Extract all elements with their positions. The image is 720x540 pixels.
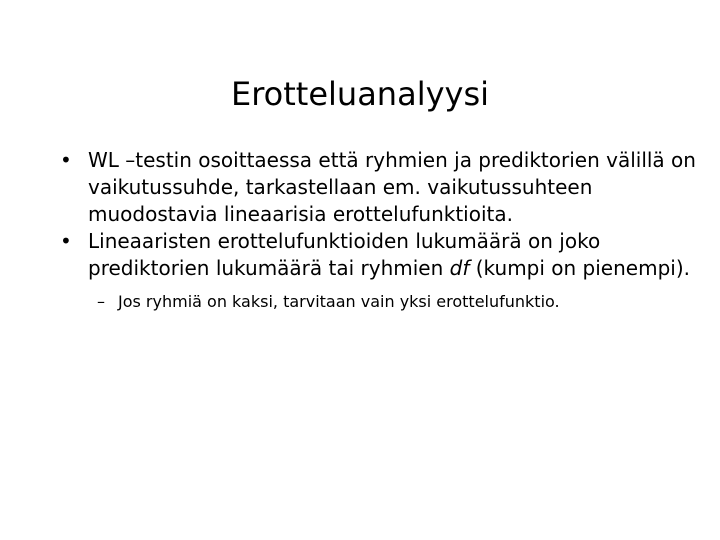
bullet-text-italic: df xyxy=(449,256,470,280)
sub-bullet-item xyxy=(88,291,696,313)
bullet-marker: • xyxy=(60,229,72,253)
bullet-text: WL –testin osoittaessa että ryhmien ja prediktorien välillä on vaikutussuhde, tarkastellaan em. vaikutussuhteen muodostavia lineaarisia erottelufunktioita. xyxy=(88,148,696,226)
bullet-text-part: (kumpi on pienempi). xyxy=(469,256,690,280)
bullet-item xyxy=(56,228,696,313)
bullet-text xyxy=(88,229,690,280)
bullet-marker: • xyxy=(60,148,72,172)
bullet-item xyxy=(56,147,696,228)
sub-bullet-marker: – xyxy=(97,292,105,311)
sub-bullet-text: Jos ryhmiä on kaksi, tarvitaan vain yksi erottelufunktio. xyxy=(118,292,560,311)
slide-title: Erotteluanalyysi xyxy=(230,75,490,113)
sub-bullet-list xyxy=(88,291,696,313)
bullet-text-part: Lineaaristen erottelufunktioiden lukumäärä on joko prediktorien lukumäärä tai ryhmien xyxy=(88,229,601,280)
bullet-list xyxy=(56,147,696,313)
